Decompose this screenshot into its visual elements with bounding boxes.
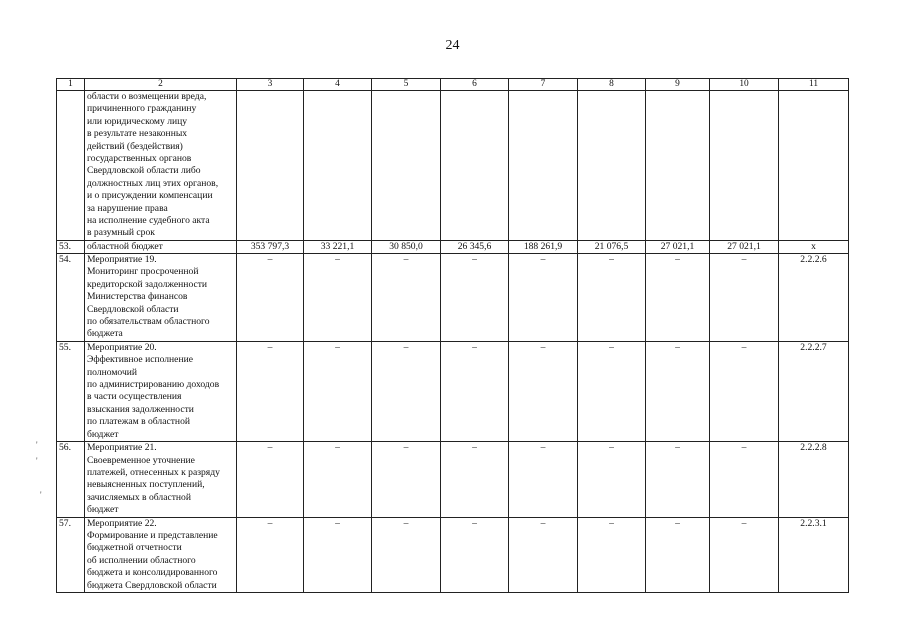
row-name-cell: Мероприятие 19. Мониторинг просроченной кредиторской задолженности Министерства финансов Свердловской области по обязательствам областного бюджета bbox=[85, 254, 237, 342]
value-cell: – bbox=[646, 442, 710, 517]
row-name-cell: Мероприятие 22. Формирование и представление бюджетной отчетности об исполнении областного бюджета и консолидированного бюджета Свердловской области bbox=[85, 517, 237, 592]
value-cell: 27 021,1 bbox=[710, 241, 779, 254]
column-header: 8 bbox=[578, 79, 646, 91]
value-cell: 30 850,0 bbox=[372, 241, 441, 254]
value-cell: – bbox=[372, 517, 441, 592]
table-row bbox=[57, 517, 849, 592]
value-cell: – bbox=[710, 442, 779, 517]
margin-mark: ' bbox=[36, 440, 38, 450]
value-cell: – bbox=[441, 254, 509, 342]
value-cell: – bbox=[509, 254, 578, 342]
data-table bbox=[56, 78, 849, 593]
column-header: 3 bbox=[237, 79, 304, 91]
table-row bbox=[57, 442, 849, 517]
column-header: 4 bbox=[304, 79, 372, 91]
value-cell: – bbox=[237, 341, 304, 441]
column-number-row bbox=[57, 79, 849, 91]
value-cell: – bbox=[372, 254, 441, 342]
row-number-cell: 53. bbox=[57, 241, 85, 254]
column-header: 7 bbox=[509, 79, 578, 91]
value-cell bbox=[710, 91, 779, 241]
table-row bbox=[57, 341, 849, 441]
value-cell: – bbox=[646, 341, 710, 441]
value-cell: 21 076,5 bbox=[578, 241, 646, 254]
value-cell: – bbox=[237, 254, 304, 342]
table-row bbox=[57, 241, 849, 254]
row-number-cell: 54. bbox=[57, 254, 85, 342]
code-cell: 2.2.2.7 bbox=[779, 341, 849, 441]
column-header: 5 bbox=[372, 79, 441, 91]
code-cell: 2.2.2.8 bbox=[779, 442, 849, 517]
value-cell: – bbox=[304, 254, 372, 342]
code-cell bbox=[779, 91, 849, 241]
value-cell: 353 797,3 bbox=[237, 241, 304, 254]
value-cell: – bbox=[304, 442, 372, 517]
value-cell bbox=[304, 91, 372, 241]
value-cell: – bbox=[646, 517, 710, 592]
value-cell bbox=[578, 91, 646, 241]
column-header: 10 bbox=[710, 79, 779, 91]
value-cell: – bbox=[646, 254, 710, 342]
code-cell: 2.2.2.6 bbox=[779, 254, 849, 342]
column-header: 2 bbox=[85, 79, 237, 91]
column-header: 1 bbox=[57, 79, 85, 91]
value-cell: – bbox=[578, 254, 646, 342]
value-cell bbox=[646, 91, 710, 241]
value-cell: – bbox=[509, 517, 578, 592]
table-row bbox=[57, 254, 849, 342]
page-number: 24 bbox=[445, 38, 460, 53]
row-number-cell: 55. bbox=[57, 341, 85, 441]
row-name-cell: Мероприятие 21. Своевременное уточнение платежей, отнесенных к разряду невыясненных поступлений, зачисляемых в областной бюджет bbox=[85, 442, 237, 517]
row-name-cell: области о возмещении вреда, причиненного гражданину или юридическому лицу в результате незаконных действий (бездействия) государственных органов Свердловской области либо должностных лиц этих органов, и о присуждении компенсации за нарушение права на исполнение судебного акта в разумный срок bbox=[85, 91, 237, 241]
value-cell: – bbox=[372, 442, 441, 517]
value-cell: – bbox=[304, 517, 372, 592]
value-cell: – bbox=[304, 341, 372, 441]
value-cell: – bbox=[578, 341, 646, 441]
value-cell: – bbox=[509, 442, 578, 517]
value-cell bbox=[441, 91, 509, 241]
value-cell: – bbox=[710, 254, 779, 342]
value-cell bbox=[372, 91, 441, 241]
margin-mark: ' bbox=[36, 456, 38, 466]
column-header: 6 bbox=[441, 79, 509, 91]
margin-mark: ' bbox=[40, 490, 42, 500]
value-cell: – bbox=[710, 517, 779, 592]
value-cell: – bbox=[237, 517, 304, 592]
value-cell: 26 345,6 bbox=[441, 241, 509, 254]
column-header: 9 bbox=[646, 79, 710, 91]
code-cell: 2.2.3.1 bbox=[779, 517, 849, 592]
code-cell: x bbox=[779, 241, 849, 254]
value-cell: – bbox=[237, 442, 304, 517]
value-cell: – bbox=[509, 341, 578, 441]
value-cell: – bbox=[441, 442, 509, 517]
value-cell bbox=[237, 91, 304, 241]
row-name-cell: Мероприятие 20. Эффективное исполнение полномочий по администрированию доходов в части осуществления взыскания задолженности по платежам в областной бюджет bbox=[85, 341, 237, 441]
value-cell: – bbox=[578, 442, 646, 517]
value-cell: – bbox=[578, 517, 646, 592]
value-cell: – bbox=[710, 341, 779, 441]
row-number-cell: 56. bbox=[57, 442, 85, 517]
value-cell bbox=[509, 91, 578, 241]
row-number-cell bbox=[57, 91, 85, 241]
table-row-continuation bbox=[57, 91, 849, 241]
value-cell: – bbox=[441, 517, 509, 592]
value-cell: 33 221,1 bbox=[304, 241, 372, 254]
value-cell: 188 261,9 bbox=[509, 241, 578, 254]
value-cell: – bbox=[372, 341, 441, 441]
value-cell: 27 021,1 bbox=[646, 241, 710, 254]
row-name-cell: областной бюджет bbox=[85, 241, 237, 254]
row-number-cell: 57. bbox=[57, 517, 85, 592]
column-header: 11 bbox=[779, 79, 849, 91]
value-cell: – bbox=[441, 341, 509, 441]
